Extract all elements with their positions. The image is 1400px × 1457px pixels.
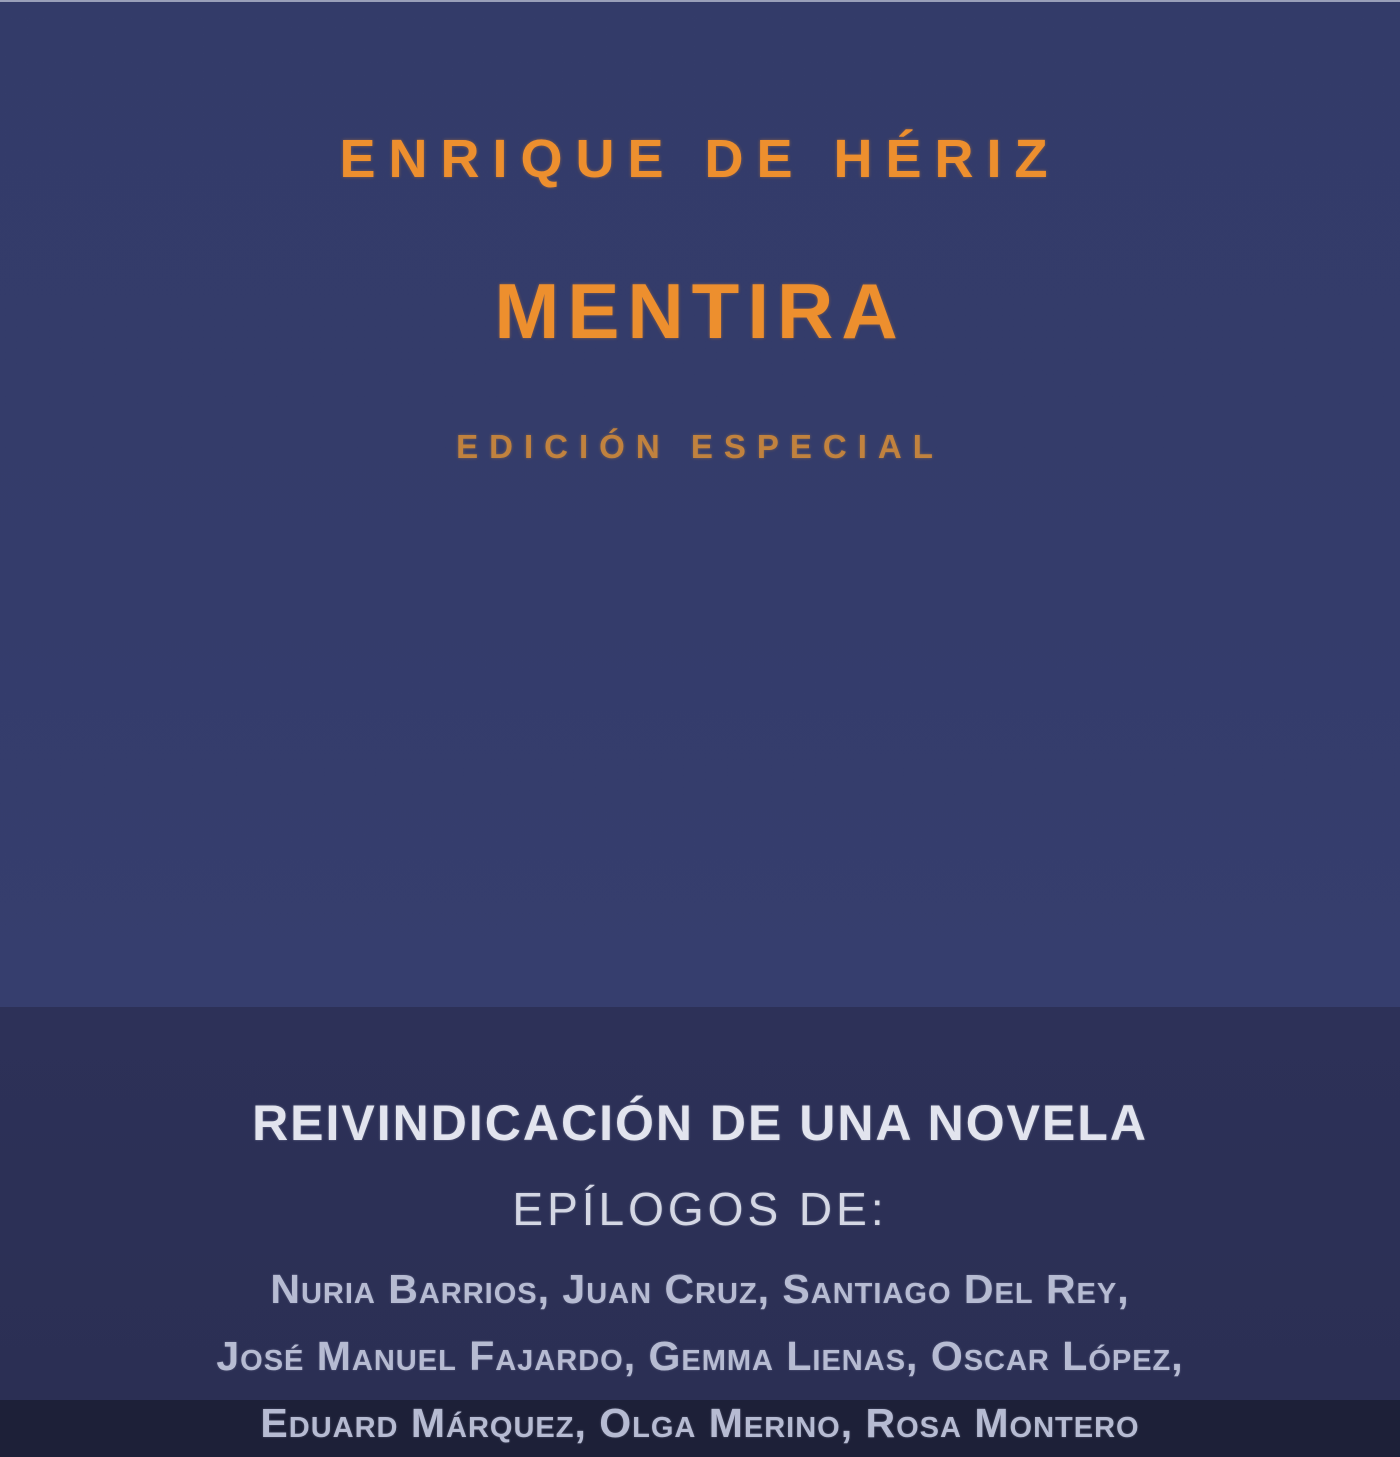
author-name: ENRIQUE DE HÉRIZ [339, 129, 1061, 189]
contributors-line: Eduard Márquez, Olga Merino, Rosa Montero [260, 1400, 1140, 1446]
subtitle: REIVINDICACIÓN DE UNA NOVELA [252, 1095, 1148, 1151]
contributors-list [0, 1256, 1400, 1457]
book-title: MENTIRA [494, 267, 906, 355]
contributors-line: Nuria Barrios, Juan Cruz, Santiago Del Rey, [270, 1266, 1130, 1312]
epilogues-heading: EPÍLOGOS DE: [512, 1183, 888, 1235]
contributors-line: José Manuel Fajardo, Gemma Lienas, Oscar López, [216, 1333, 1184, 1379]
edition-label: EDICIÓN ESPECIAL [456, 428, 944, 465]
